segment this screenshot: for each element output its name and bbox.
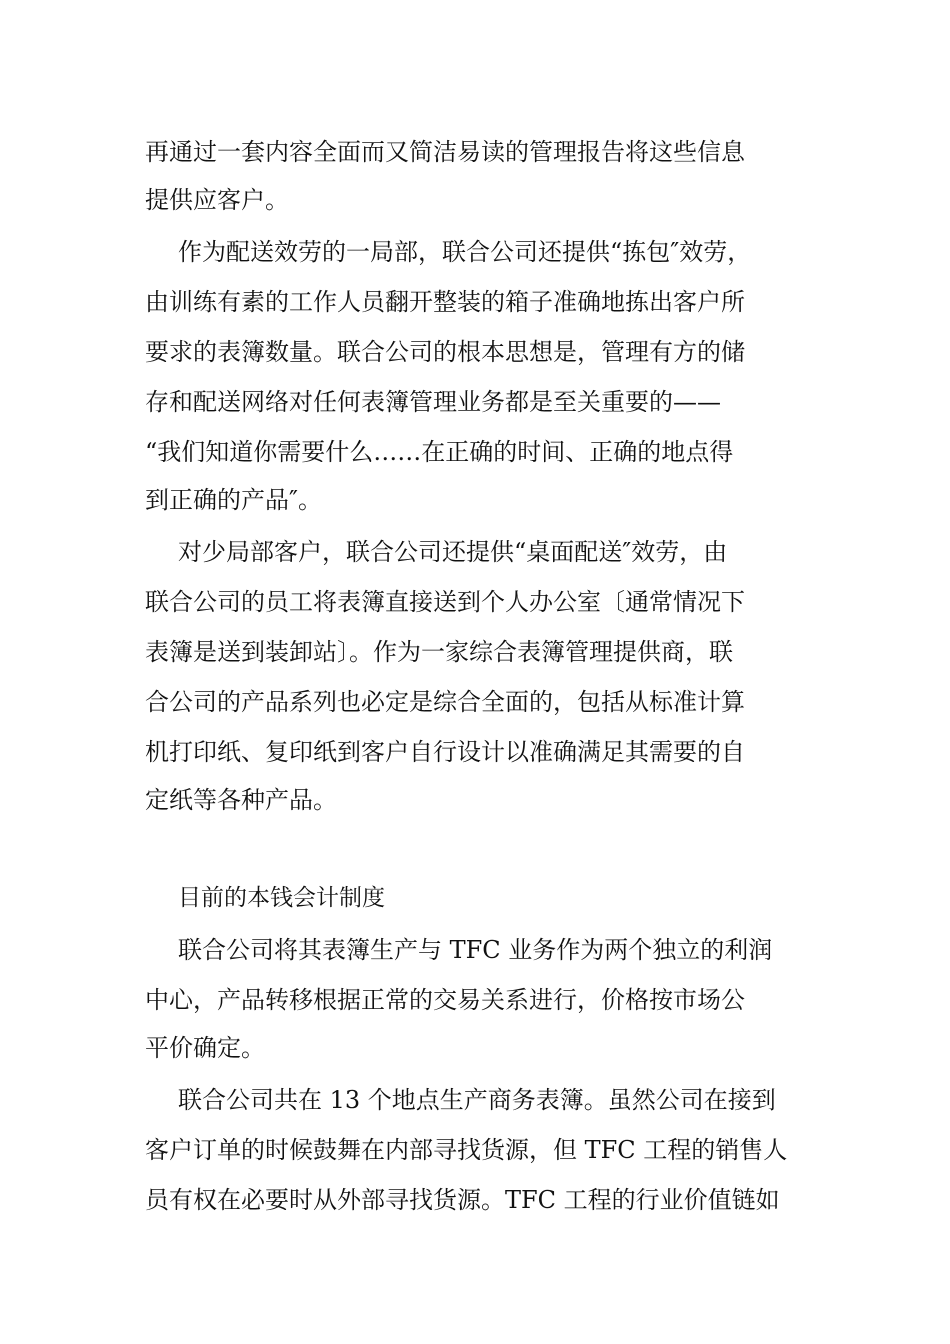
paragraph-3-line-5: 机打印纸、复印纸到客户自行设计以准确满足其需要的自 — [145, 738, 745, 766]
paragraph-5-line-3: 员有权在必要时从外部寻找货源。TFC 工程的行业价值链如 — [145, 1186, 780, 1214]
paragraph-3-line-1: 对少局部客户，联合公司还提供“桌面配送″效劳，由 — [178, 538, 728, 566]
paragraph-3-line-2: 联合公司的员工将表簿直接送到个人办公室〔通常情况下 — [145, 588, 745, 616]
paragraph-3-line-6: 定纸等各种产品。 — [145, 786, 337, 814]
paragraph-2-line-1: 作为配送效劳的一局部，联合公司还提供“拣包″效劳， — [178, 238, 752, 266]
paragraph-2-line-2: 由训练有素的工作人员翻开整装的箱子准确地拣出客户所 — [145, 288, 745, 316]
paragraph-1-line-2: 提供应客户。 — [145, 186, 289, 214]
paragraph-4-line-3: 平价确定。 — [145, 1034, 265, 1062]
paragraph-5-line-2: 客户订单的时候鼓舞在内部寻找货源，但 TFC 工程的销售人 — [145, 1136, 788, 1164]
paragraph-2-line-6: 到正确的产品″。 — [145, 486, 322, 514]
paragraph-2-line-5: “我们知道你需要什么……在正确的时间、正确的地点得 — [145, 438, 734, 466]
paragraph-3-line-3: 表簿是送到装卸站〕。作为一家综合表簿管理提供商，联 — [145, 638, 733, 666]
paragraph-4-line-1: 联合公司将其表簿生产与 TFC 业务作为两个独立的利润 — [178, 936, 773, 964]
section-heading: 目前的本钱会计制度 — [178, 885, 385, 911]
paragraph-2-line-3: 要求的表簿数量。联合公司的根本思想是，管理有方的储 — [145, 338, 745, 366]
paragraph-2-line-4: 存和配送网络对任何表簿管理业务都是至关重要的—— — [145, 388, 721, 416]
paragraph-4-line-2: 中心，产品转移根据正常的交易关系进行，价格按市场公 — [145, 986, 745, 1014]
paragraph-1-line-1: 再通过一套内容全面而又简洁易读的管理报告将这些信息 — [145, 138, 745, 166]
paragraph-5-line-1: 联合公司共在 13 个地点生产商务表簿。虽然公司在接到 — [178, 1086, 776, 1114]
paragraph-3-line-4: 合公司的产品系列也必定是综合全面的，包括从标准计算 — [145, 688, 745, 716]
